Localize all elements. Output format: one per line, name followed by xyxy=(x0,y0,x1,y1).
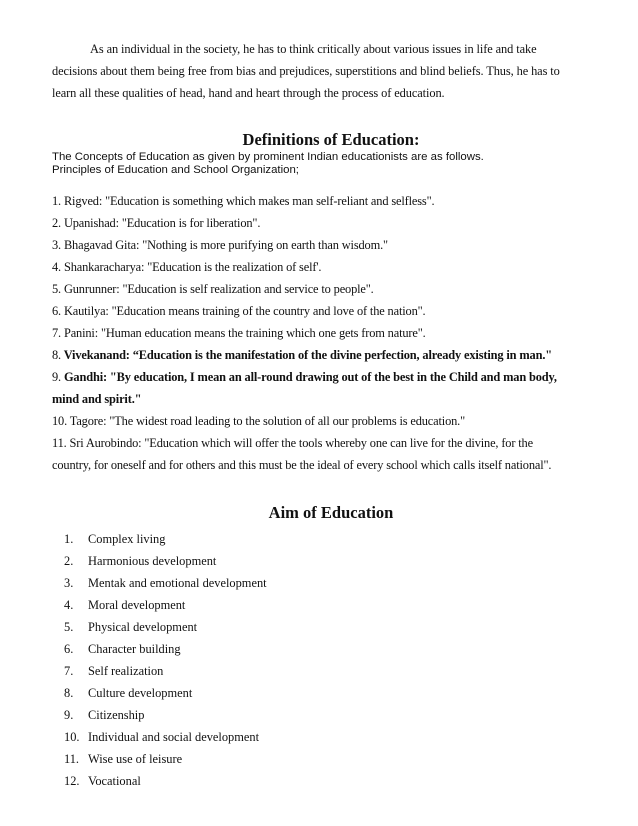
list-item: 4. Moral development xyxy=(64,598,186,612)
list-item: 6. Character building xyxy=(64,642,181,656)
list-item: 3. Mentak and emotional development xyxy=(64,576,267,590)
definition-item: 10. Tagore: "The widest road leading to the solution of all our problems is education." xyxy=(52,414,466,428)
definition-item: 2. Upanishad: "Education is for liberation". xyxy=(52,216,261,230)
source-line: Principles of Education and School Organization; xyxy=(52,164,299,176)
definition-item-continued: country, for oneself and for others and this must be the ideal of every school which calls itself national". xyxy=(52,458,552,472)
list-item: 10. Individual and social development xyxy=(64,730,260,744)
definition-item: 5. Gunrunner: "Education is self realization and service to people". xyxy=(52,282,374,296)
list-item: 12. Vocational xyxy=(64,774,141,788)
intro-line: learn all these qualities of head, hand and heart through the process of education. xyxy=(52,86,445,100)
intro-line: decisions about them being free from bias and prejudices, superstitions and blind beliefs. Thus, he has to xyxy=(52,64,560,78)
aims-heading: Aim of Education xyxy=(268,503,394,522)
list-item: 9. Citizenship xyxy=(64,708,145,722)
list-item: 5. Physical development xyxy=(64,620,198,634)
list-item: 7. Self realization xyxy=(64,664,164,678)
definitions-list xyxy=(52,190,612,476)
intro-line: As an individual in the society, he has to think critically about various issues in life and take xyxy=(90,42,537,56)
definition-item-continued: mind and spirit." xyxy=(52,392,142,406)
list-item: 1. Complex living xyxy=(64,532,166,546)
definition-item: 3. Bhagavad Gita: "Nothing is more purifying on earth than wisdom." xyxy=(52,238,388,252)
aims-list xyxy=(64,528,267,792)
definition-item: 8. Vivekanand: “Education is the manifestation of the divine perfection, already existing in man." xyxy=(52,348,552,362)
definition-item: 11. Sri Aurobindo: "Education which will offer the tools whereby one can live for the divine, for the xyxy=(52,436,533,450)
definition-item: 6. Kautilya: "Education means training of the country and love of the nation". xyxy=(52,304,426,318)
definition-item: 7. Panini: "Human education means the training which one gets from nature". xyxy=(52,326,426,340)
list-item: 2. Harmonious development xyxy=(64,554,217,568)
definition-item: 1. Rigved: "Education is something which makes man self-reliant and selfless". xyxy=(52,194,435,208)
definitions-heading: Definitions of Education: xyxy=(242,130,420,149)
intro-paragraph xyxy=(52,38,610,104)
definition-item: 9. Gandhi: "By education, I mean an all-round drawing out of the best in the Child and man body, xyxy=(52,370,557,384)
definition-item: 4. Shankaracharya: "Education is the realization of self'. xyxy=(52,260,322,274)
concepts-line: The Concepts of Education as given by prominent Indian educationists are as follows. xyxy=(52,151,484,163)
list-item: 11. Wise use of leisure xyxy=(64,752,183,766)
list-item: 8. Culture development xyxy=(64,686,193,700)
